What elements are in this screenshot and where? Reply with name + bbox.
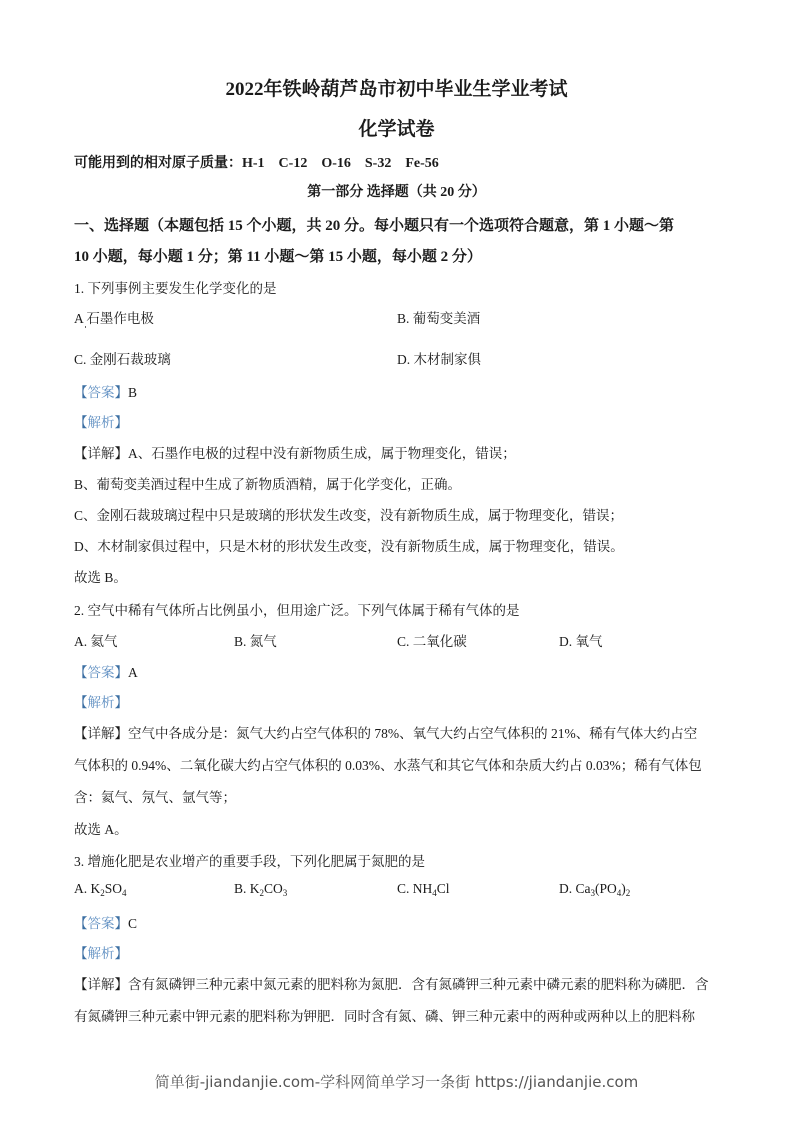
question-1-conclusion: 故选 B。: [74, 570, 127, 585]
stray-mark: [85, 326, 86, 328]
exam-title: 2022年铁岭葫芦岛市初中毕业生学业考试: [225, 79, 568, 100]
question-1-option-b: B. 葡萄变美酒: [397, 311, 481, 326]
question-3-detail-line1: 【详解】含有氮磷钾三种元素中氮元素的肥料称为氮肥．含有氮磷钾三种元素中磷元素的肥料称为磷肥．含: [74, 977, 709, 992]
question-2-conclusion: 故选 A。: [74, 822, 128, 837]
question-1-stem: 1. 下列事例主要发生化学变化的是: [74, 281, 277, 296]
question-2-answer: 【答案】A: [74, 665, 138, 680]
question-2-detail-line3: 含：氦气、氖气、氩气等；: [74, 790, 236, 805]
question-3-option-c: C. $NH_4Cl$: [397, 881, 450, 898]
question-1-option-d: D. 木材制家俱: [397, 352, 481, 367]
question-2-detail-line1: 【详解】空气中各成分是：氮气大约占空气体积的 78%、氧气大约占空气体积的 21%、稀有气体大约占空: [74, 726, 698, 741]
answer-value: B: [128, 385, 138, 400]
footer-watermark: 简单街-jiandanjie.com-学科网简单学习一条街 https://jiandanjie.com: [154, 1073, 639, 1091]
atomic-masses: 可能用到的相对原子质量：H-1 C-12 O-16 S-32 Fe-56: [74, 156, 439, 171]
question-3-analysis-label: 【解析】: [74, 946, 128, 961]
question-2-stem: 2. 空气中稀有气体所占比例虽小，但用途广泛。下列气体属于稀有气体的是: [74, 603, 520, 618]
part-title: 第一部分 选择题（共 20 分）: [307, 185, 486, 200]
question-2-analysis-label: 【解析】: [74, 695, 128, 710]
question-1-option-c: C. 金刚石裁玻璃: [74, 352, 171, 367]
question-3-detail-line2: 有氮磷钾三种元素中钾元素的肥料称为钾肥．同时含有氮、磷、钾三种元素中的两种或两种以上的肥料称: [74, 1009, 695, 1024]
section-heading-line2: 10 小题，每小题 1 分；第 11 小题～第 15 小题，每小题 2 分）: [74, 249, 482, 265]
question-1-detail-line3: C、金刚石裁玻璃过程中只是玻璃的形状发生改变，没有新物质生成，属于物理变化，错误；: [74, 508, 624, 523]
answer-label: 答案: [87, 385, 115, 400]
question-3-answer: 【答案】C: [74, 916, 138, 931]
question-3-option-a: A. $K_2SO_4$: [74, 881, 127, 898]
question-3-stem: 3. 增施化肥是农业增产的重要手段，下列化肥属于氮肥的是: [74, 854, 425, 869]
question-1-analysis-label: 【解析】: [74, 415, 128, 430]
question-1-detail-line1: 【详解】A、石墨作电极的过程中没有新物质生成，属于物理变化，错误；: [74, 446, 516, 461]
question-1-detail-line4: D、木材制家俱过程中，只是木材的形状发生改变，没有新物质生成，属于物理变化，错误。: [74, 539, 624, 554]
question-3-option-b: B. $K_2CO_3$: [234, 881, 288, 898]
question-1-option-a: A 石墨作电极: [74, 311, 154, 326]
question-1-answer: 【答案】B: [74, 385, 138, 400]
question-2-option-d: D. 氧气: [559, 634, 603, 649]
question-2-detail-line2: 气体积的 0.94%、二氧化碳大约占空气体积的 0.03%、水蒸气和其它气体和杂质大约占 0.03%；稀有气体包: [74, 758, 702, 773]
exam-subtitle: 化学试卷: [358, 119, 435, 140]
section-heading-line1: 一、选择题（本题包括 15 个小题，共 20 分。每小题只有一个选项符合题意，第 1 小题～第: [74, 218, 675, 234]
question-1-detail-line2: B、葡萄变美酒过程中生成了新物质酒精，属于化学变化，正确。: [74, 477, 462, 492]
question-2-option-a: A. 氦气: [74, 634, 118, 649]
question-2-option-c: C. 二氧化碳: [397, 634, 467, 649]
question-2-option-b: B. 氮气: [234, 634, 277, 649]
question-3-option-d: D. $Ca_3(PO_4)_2$: [559, 881, 631, 898]
